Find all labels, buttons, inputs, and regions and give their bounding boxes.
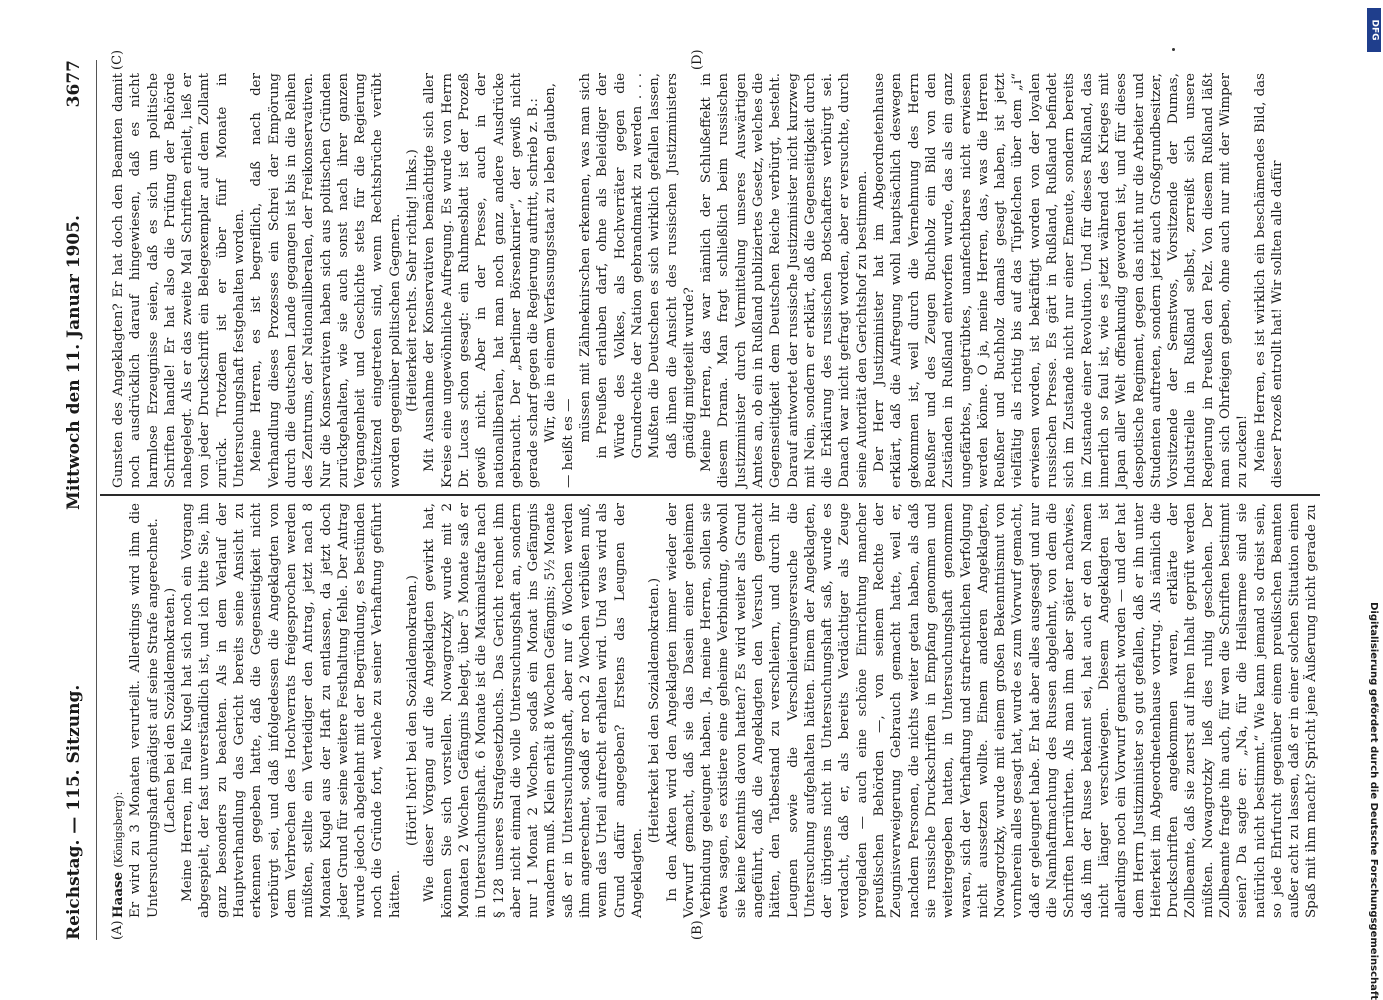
quote: müssen mit Zähneknirschen erkennen, was man sich in Preußen erlauben darf, ohne als Beleidiger der Würde des Volkes, als Hochverräter gegen die Grundrechte der Nation gebrandmarkt zu werden . . . Mußten die Deutschen es sich wirklich gefallen lassen, daß ihnen die Ansicht des russischen Justizministers gnädig mitgeteilt wurde?	[578, 73, 697, 459]
header-date: Mittwoch den 11. Januar 1905.	[64, 215, 84, 510]
interjection: (Lachen bei den Sozialdemokraten.)	[162, 587, 178, 834]
speaker-name: Haase	[110, 871, 126, 918]
speaker-line	[110, 503, 127, 918]
paragraph: Meine Herren, das war nämlich der Schlußeffekt in diesem Drama. Man fragt schließlich beim russischen Justizminister durch Vermittelung unseres Auswärtigen Amtes an, ob ein in Rußland publiziertes Gesetz, welches die Gegenseitigkeit dem Deutschen Reiche verbürgt, besteht. Darauf antwortet der russische Justizminister nicht kurzweg mit Nein, sondern er erklärt, daß die Gegenseitigkeit durch die Erklärung des russischen Botschafters verbürgt sei. Danach war nicht gefragt worden, aber er versuchte, durch seine Autorität den Gerichtshof zu bestimmen.	[699, 73, 870, 488]
header-page-number: 3677	[64, 60, 84, 108]
left-column	[110, 503, 1320, 918]
interjection: (Heiterkeit rechts. Sehr richtig! links.)	[405, 149, 421, 412]
quote: Wir, die in einem Verfassungsstaat zu leben glauben,	[543, 82, 559, 443]
marker-b: (B)	[690, 920, 705, 940]
paragraph: Mit Ausnahme der Konservativen bemächtigte sich aller Kreise eine ungewöhnliche Aufregung. Es wurde von Herrn Dr. Lucas schon gesagt: ein Ruhmesblatt ist der Prozeß gewiß nicht. Aber in der Presse, auch in der nationalliberalen, hat man noch ganz andere Ausdrücke gebraucht. Der „Berliner Börsenkurier“, der gewiß nicht gerade scharf gegen die Regierung auftritt, schrieb z. B.:	[422, 73, 542, 488]
header-rule	[96, 60, 97, 940]
digitization-note-text: Digitalisierung gefördert durch die Deutsche Forschungsgemeinschaft	[1368, 602, 1379, 1000]
dfg-logo: DFG	[1367, 8, 1381, 52]
interjection: (Hört! hört! bei den Sozialdemokraten.)	[405, 575, 421, 846]
column-rule	[100, 494, 1320, 496]
paragraph: Meine Herren, es ist wirklich ein beschämendes Bild, das dieser Prozeß entrollt hat! Wir sollten alle dafür	[1252, 73, 1285, 488]
paragraph: Meine Herren, es ist begreiflich, daß nach der Verhandlung dieses Prozesses ein Schrei der Empörung durch die deutschen Lande gegangen ist bis in die Reihen des Zentrums, der Nationalliberalen, der Freikonservativen. Nur die Konservativen haben sich aus politischen Gründen zurückgehalten, wie sie auch sonst nach ihrer ganzen Vergangenheit und Geschichte stets für die Regierung schützend eingetreten sind, wenn Rechtsbrüche verübt worden gegenüber politischen Gegnern.	[249, 73, 403, 488]
paragraph: Der Herr Justizminister hat im Abgeordnetenhause erklärt, daß die Aufregung wohl hauptsächlich deswegen gekommen ist, weil durch die Vernehmung des Herrn Reußner und des Zeugen Buchholz ein Bild von den Zuständen in Rußland entworfen wurde, das als ein ganz ungefärbtes, ungetrübtes, unanfechtbares nicht erwiesen werden könne. O ja, meine Herren, das, was die Herren Reußner und Buchholz damals gesagt haben, ist jetzt vielfältig als richtig bis auf das Tüpfelchen über dem „i“ erwiesen worden, ist bekräftigt worden von der loyalen russischen Presse. Es gärt in Rußland, Rußland befindet sich im Zustande nicht nur einer Emeute, sondern bereits im Zustande einer Revolution. Und für dieses Rußland, das innerlich so faul ist, wie es jetzt während des Krieges mit Japan aller Welt offenkundig geworden ist, und für dieses despotische Regiment, gegen das nicht nur die Arbeiter und Studenten auftreten, sondern jetzt auch Großgrundbesitzer, Vorsitzende der Semstwos, Vorsitzende der Dumas, Industrielle in Rußland selbst, zerreißt sich unsere Regierung in Preußen den Pelz. Von diesem Rußland läßt man sich Ohrfeigen geben, ohne auch nur mit der Wimper zu zucken!	[872, 73, 1251, 488]
paragraph: Wie dieser Vorgang auf die Angeklagten gewirkt hat, können Sie sich vorstellen. Nowagrotzky wurde mit 2 Monaten 2 Wochen Gefängnis belegt, über 5 Monate saß er in Untersuchungshaft. 6 Monate ist die Maximalstrafe nach § 128 unseres Strafgesetzbuchs. Das Gericht rechnet ihm aber nicht einmal die volle Untersuchungshaft an, sondern nur 1 Monat 2 Wochen, sodaß ein Monat ins Gefängnis wandern muß. Klein erhält 8 Wochen Gefängnis; 5½ Monate saß er in Untersuchungshaft, aber nur 6 Wochen werden ihm angerechnet, sodaß er noch 2 Wochen verbüßen muß, wenn das Urteil aufrecht erhalten wird. Und was wird als Grund dafür angegeben? Erstens das Leugnen der Angeklagten.	[422, 503, 645, 918]
paragraph: Gunsten des Angeklagten? Er hat doch den Beamten damit noch ausdrücklich darauf hingewiesen, daß es nicht harmlose Erzeugnisse seien, daß es sich um politische Schriften handle! Er hat also die Prüfung der Behörde nahegelegt. Als er das zweite Mal Schriften erhielt, ließ er von jeder Druckschrift ein Belegexemplar auf dem Zollamt zurück. Trotzdem ist er über fünf Monate in Untersuchungshaft festgehalten worden.	[111, 73, 248, 488]
header-session: Reichstag. — 115. Sitzung.	[64, 684, 84, 940]
marker-c: (C)	[110, 49, 125, 70]
marker-d: (D)	[690, 49, 705, 70]
paragraph: In den Akten wird den Angeklagten immer wieder der Vorwurf gemacht, daß sie das Dasein einer geheimen Verbindung geleugnet haben. Ja, meine Herren, sollen sie etwa sagen, es existiere eine geheime Verbindung, obwohl sie keine Kenntnis davon hatten? Es wird weiter als Grund angeführt, daß die Angeklagten den Versuch gemacht hätten, den Tatbestand zu verschleiern, und durch ihr Leugnen sowie die Verschleierungsversuche die Untersuchung aufgehalten hätten. Einem der Angeklagten, der übrigens nicht in Untersuchungshaft saß, wurde es verdacht, daß er, als bereits Verdächtiger als Zeuge vorgeladen — auch eine schöne Einrichtung mancher preußischen Behörden —, von seinem Rechte der Zeugnisverweigerung Gebrauch gemacht hatte, weil er, nachdem Personen, die nichts weiter getan haben, als daß sie russische Druckschriften in Empfang genommen und weitergegeben hatten, in Untersuchungshaft genommen waren, sich der Verhaftung und strafrechtlichen Verfolgung nicht aussetzen wollte. Einem anderen Angeklagten, Nowagrotzky, wurde mit einem großen Bekenntnismut von vornherein alles gesagt hat, wurde es zum Vorwurf gemacht, daß er geleugnet habe. Er hat aber alles ausgesagt und nur die Namhaftmachung des Russen abgelehnt, von dem die Schriften herrührten. Als man ihm aber später nachwies, daß ihm der Russe bekannt sei, hat auch er den Namen nicht länger verschwiegen. Diesem Angeklagten ist allerdings noch ein Vorwurf gemacht worden — und der hat dem Herrn Justizminister so gut gefallen, daß er ihn unter Heiterkeit im Abgeordnetenhause vortrug. Als nämlich die Druckschriften angekommen waren, erklärte der Zollbeamte, daß sie zuerst auf ihren Inhalt geprüft werden müßten. Nowagrotzky ließ dies ruhig geschehen. Der Zollbeamte fragte ihn auch, für wen die Schriften bestimmt seien? Da sagte er: „Na, für die Heilsarmee sind sie natürlich nicht bestimmt.“ Wie kann jemand so dreist sein, so jede Ehrfurcht gegenüber einem preußischen Beamten außer acht zu lassen, daß er in einer solchen Situation einen Spaß mit ihm macht? Spricht jene Äußerung nicht gerade zu	[664, 503, 1320, 918]
interjection: (Heiterkeit bei den Sozialdemokraten.)	[647, 577, 663, 844]
page-header	[56, 60, 96, 940]
quote-aside: — heißt es —	[560, 398, 576, 488]
speaker-suffix: (Königsberg):	[112, 791, 125, 868]
paragraph: Meine Herren, im Falle Kugel hat sich noch ein Vorgang abgespielt, der fast unverständlich ist, und ich bitte Sie, ihn ganz besonders zu beachten. Als in dem Verlauf der Hauptverhandlung das Gericht bereits seine Ansicht zu erkennen gegeben hatte, daß die Gegenseitigkeit nicht verbürgt sei, und daß infolgedessen die Angeklagten von dem Verbrechen des Hochverrats freigesprochen werden müßten, stellte ein Verteidiger den Antrag, jetzt nach 8 Monaten Kugel aus der Haft zu entlassen, da jetzt doch jeder Grund für seine weitere Festhaltung fehle. Der Antrag wurde jedoch abgelehnt mit der Begründung, es bestünden noch die Gründe fort, welche zu seiner Verhaftung geführt hätten.	[180, 503, 403, 918]
paragraph: Er wird zu 3 Monaten verurteilt. Allerdings wird ihm die Untersuchungshaft gnädigst auf seine Strafe angerechnet.	[128, 503, 161, 918]
right-column	[110, 73, 1300, 488]
marker-a: (A)	[110, 920, 125, 940]
